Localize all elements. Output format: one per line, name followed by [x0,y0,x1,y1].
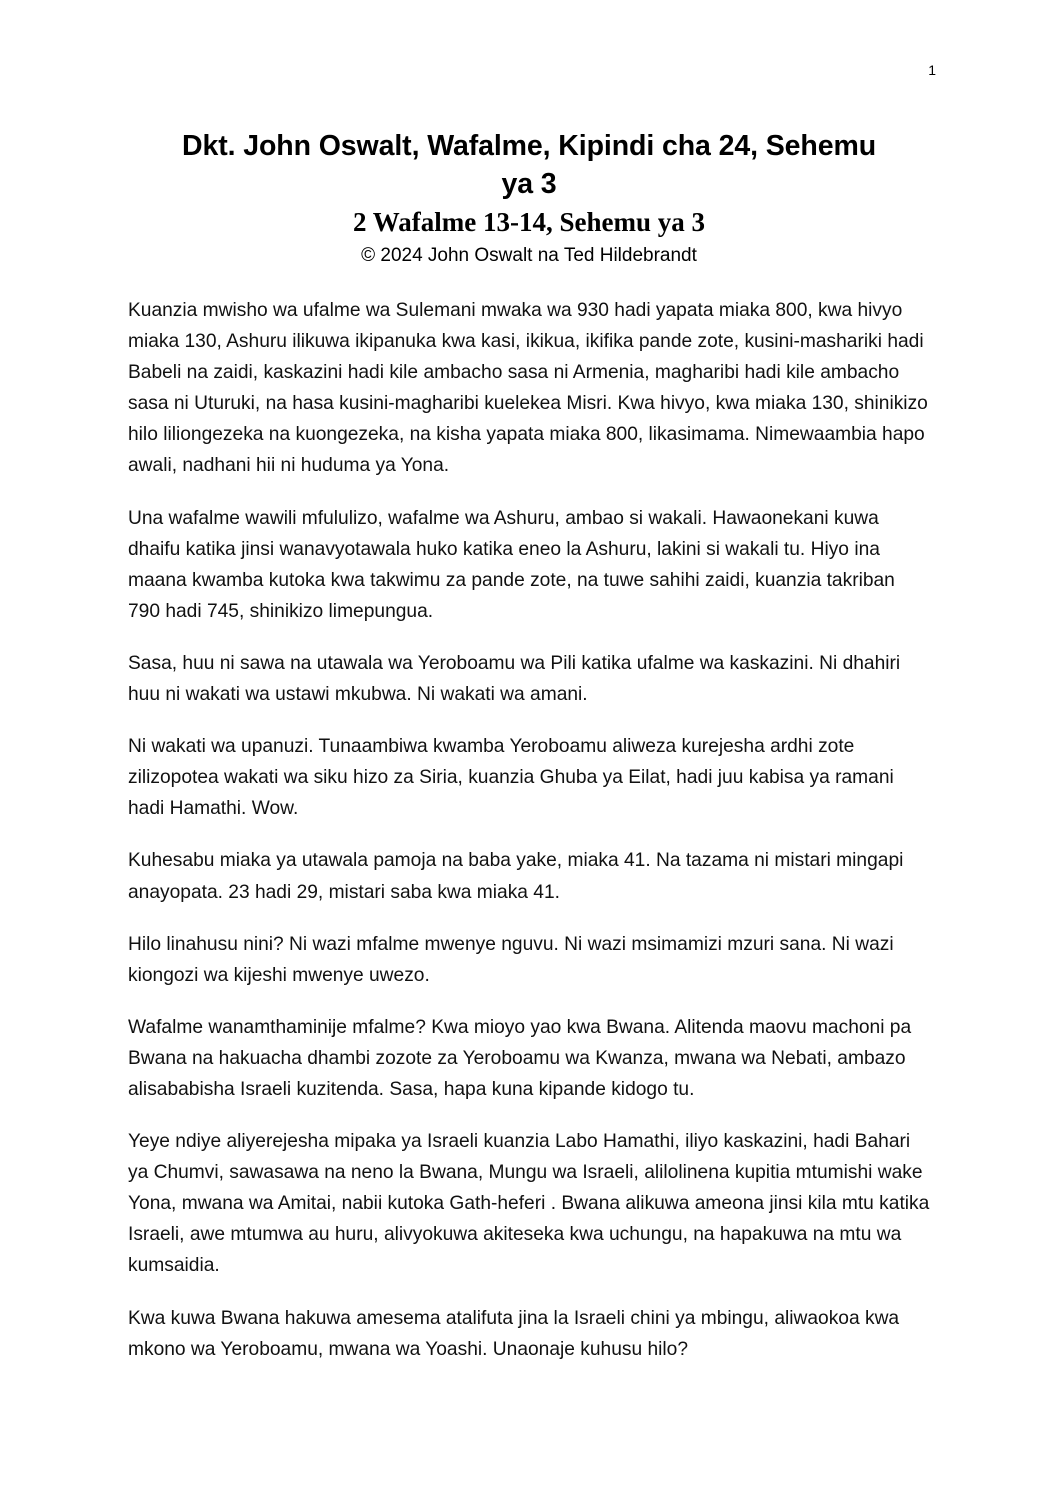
paragraph: Kuhesabu miaka ya utawala pamoja na baba yake, miaka 41. Na tazama ni mistari mingapi anayopata. 23 hadi 29, mistari saba kwa miaka 41. [128,850,904,903]
page-subtitle: 2 Wafalme 13-14, Sehemu ya 3 [353,207,705,238]
paragraph: Kwa kuwa Bwana hakuwa amesema atalifuta jina la Israeli chini ya mbingu, aliwaokoa kwa mkono wa Yeroboamu, mwana wa Yoashi. Unaonaje kuhusu hilo? [128,1307,900,1360]
paragraph: Yeye ndiye aliyerejesha mipaka ya Israeli kuanzia Labo Hamathi, iliyo kaskazini, hadi Bahari ya Chumvi, sawasawa na neno la Bwana, Mungu wa Israeli, alilolinena kupitia mtumishi wake Yona, mwana wa Amitai, nabii kutoka Gath-heferi . Bwana alikuwa ameona jinsi kila mtu katika Israeli, awe mtumwa au huru, alivyokuwa akiteseka kwa uchungu, na hapakuwa na mtu wa kumsaidia. [128,1131,930,1277]
page-number: 1 [928,62,936,78]
page-title [128,128,930,203]
copyright-line: © 2024 John Oswalt na Ted Hildebrandt [361,245,697,267]
paragraph: Ni wakati wa upanuzi. Tunaambiwa kwamba Yeroboamu aliweza kurejesha ardhi zote zilizopotea wakati wa siku hizo za Siria, kuanzia Ghuba ya Eilat, hadi juu kabisa ya ramani hadi Hamathi. Wow. [128,736,894,820]
paragraph: Hilo linahusu nini? Ni wazi mfalme mwenye nguvu. Ni wazi msimamizi mzuri sana. Ni wazi kiongozi wa kijeshi mwenye uwezo. [128,933,894,986]
paragraph: Wafalme wanamthaminije mfalme? Kwa mioyo yao kwa Bwana. Alitenda maovu machoni pa Bwana na hakuacha dhambi zozote za Yeroboamu wa Kwanza, mwana wa Nebati, ambazo alisababisha Israeli kuzitenda. Sasa, hapa kuna kipande kidogo tu. [128,1016,912,1100]
body-text [128,295,930,1365]
page-title-line-1: Dkt. John Oswalt, Wafalme, Kipindi cha 24, Sehemu [181,130,877,162]
page-title-line-2: ya 3 [501,167,557,200]
document-content [128,128,930,1365]
paragraph: Sasa, huu ni sawa na utawala wa Yeroboamu wa Pili katika ufalme wa kaskazini. Ni dhahiri huu ni wakati wa ustawi mkubwa. Ni wakati wa amani. [128,652,901,706]
paragraph: Una wafalme wawili mfululizo, wafalme wa Ashuru, ambao si wakali. Hawaonekani kuwa dhaifu katika jinsi wanavyotawala huko katika eneo la Ashuru, lakini si wakali tu. Hiyo ina maana kwamba kutoka kwa takwimu za pande zote, na tuwe sahihi zaidi, kuanzia takriban 790 hadi 745, shinikizo limepungua. [128,507,895,622]
paragraph: Kuanzia mwisho wa ufalme wa Sulemani mwaka wa 930 hadi yapata miaka 800, kwa hivyo miaka 130, Ashuru ilikuwa ikipanuka kwa kasi, ikikua, ikifika pande zote, kusini-mashariki hadi Babeli na zaidi, kaskazini hadi kile ambacho sasa ni Armenia, magharibi hadi kile ambacho sasa ni Uturuki, na hasa kusini-magharibi kuelekea Misri. Kwa hivyo, kwa miaka 130, shinikizo hilo liliongezeka na kuongezeka, na kisha yapata miaka 800, likasimama. Nimewaambia hapo awali, nadhani hii ni huduma ya Yona. [128,300,928,477]
